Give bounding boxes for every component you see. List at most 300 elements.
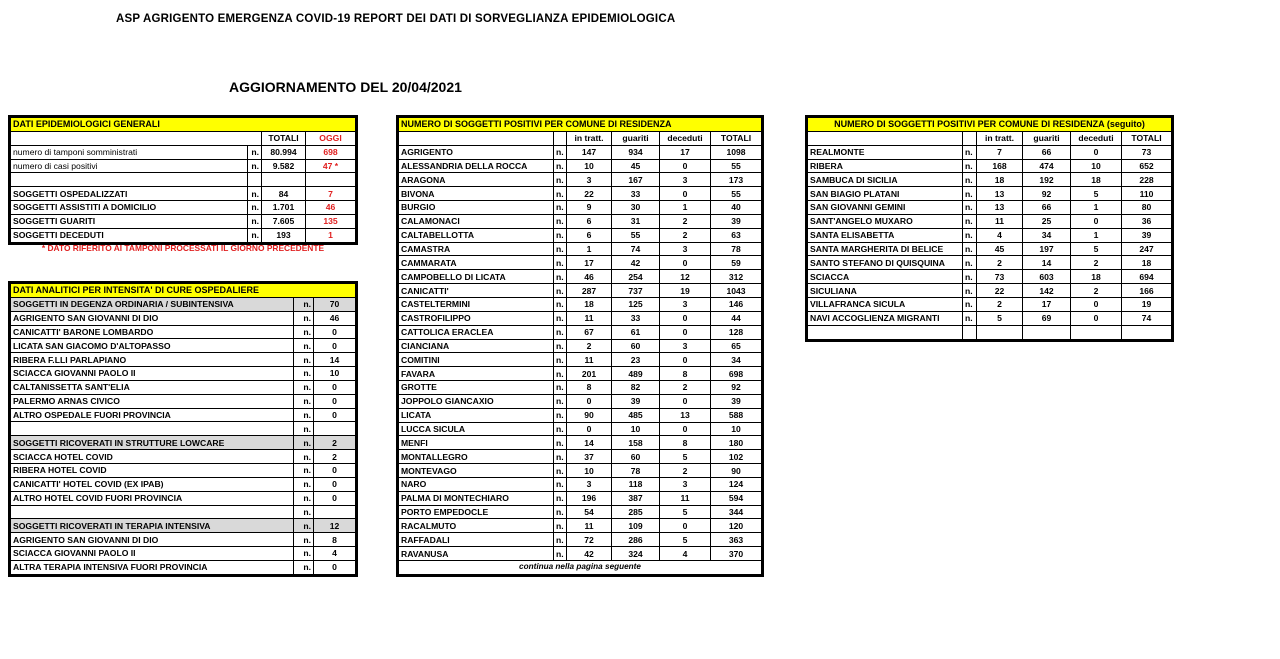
hospital-row-value: 0 [314,408,356,422]
comune-value: 2 [977,256,1023,270]
comune-value: 1 [1071,201,1122,215]
comune-value: 5 [660,450,711,464]
comune-value: 0 [660,353,711,367]
column-header: deceduti [660,131,711,145]
general-row-oggi: 1 [306,228,356,242]
comune-row [399,367,762,381]
comune-unit: n. [554,422,567,436]
comune-unit: n. [554,477,567,491]
comune-value: 167 [612,173,660,187]
general-row-totale: 80.994 [262,145,306,159]
comune-name: AGRIGENTO [399,145,554,159]
hospital-row-label: SOGGETTI RICOVERATI IN STRUTTURE LOWCARE [11,436,294,450]
comune-unit: n. [554,450,567,464]
comune-value: 0 [660,256,711,270]
comune-name: LUCCA SICULA [399,422,554,436]
comune-value: 73 [977,270,1023,284]
comune-row [808,173,1172,187]
comune-name: BIVONA [399,187,554,201]
comune-value: 0 [660,422,711,436]
comune-row [399,339,762,353]
general-note: * DATO RIFERITO AI TAMPONI PROCESSATI IL GIORNO PRECEDENTE [41,243,325,253]
comune-value: 34 [1023,228,1071,242]
comune-value: 73 [1122,145,1172,159]
column-header: guariti [612,131,660,145]
hospital-row-unit: n. [294,450,314,464]
comune-unit: n. [554,381,567,395]
comune-unit: n. [554,311,567,325]
hospital-row-unit: n. [294,408,314,422]
comune-unit: n. [554,201,567,215]
comune-name: NAVI ACCOGLIENZA MIGRANTI [808,311,963,325]
general-row [11,214,356,228]
comune-value: 1 [567,242,612,256]
comune-value: 5 [977,311,1023,325]
comune-name: CALTABELLOTTA [399,228,554,242]
comune-value: 0 [1071,214,1122,228]
comune-value: 1 [660,201,711,215]
comune-value: 287 [567,284,612,298]
hospital-group-row [11,519,356,533]
comune-name: CASTELTERMINI [399,297,554,311]
comune-row [399,159,762,173]
column-header: guariti [1023,131,1071,145]
comune-unit: n. [554,228,567,242]
comune-value: 59 [711,256,762,270]
comune-value: 0 [660,311,711,325]
comune-value: 5 [1071,242,1122,256]
comune-row [399,408,762,422]
hospital-row-label [11,422,294,436]
comune-value: 18 [567,297,612,311]
comune-value: 37 [567,450,612,464]
comune-unit: n. [554,284,567,298]
comune-value: 1 [1071,228,1122,242]
hospital-row-unit: n. [294,463,314,477]
comune-value: 2 [567,339,612,353]
comune-name: CAMPOBELLO DI LICATA [399,270,554,284]
general-row [11,228,356,242]
comune-value: 0 [660,519,711,533]
hospital-row-unit: n. [294,353,314,367]
hospital-row [11,367,356,381]
general-row-label: SOGGETTI DECEDUTI [11,228,248,242]
comune-row [808,256,1172,270]
general-row-totale: 7.605 [262,214,306,228]
hospital-row-unit: n. [294,491,314,505]
comune-value: 594 [711,491,762,505]
hospital-row-value: 10 [314,367,356,381]
comune-unit: n. [963,228,977,242]
comune-value: 45 [977,242,1023,256]
comune-value: 8 [567,381,612,395]
comune-value: 2 [1071,284,1122,298]
general-row [11,159,356,173]
comune-value: 0 [1071,311,1122,325]
comune-value: 39 [612,394,660,408]
comune-name: SAN GIOVANNI GEMINI [808,201,963,215]
comune-name: RAVANUSA [399,547,554,561]
comune-value: 363 [711,533,762,547]
comune-value: 1043 [711,284,762,298]
comune-row [399,491,762,505]
comune-value: 120 [711,519,762,533]
comune-value: 19 [1122,297,1172,311]
hospital-row-value: 4 [314,547,356,561]
comune-value: 18 [977,173,1023,187]
comune-value: 40 [711,201,762,215]
comune-name: JOPPOLO GIANCAXIO [399,394,554,408]
hospital-row-label: CANICATTI' BARONE LOMBARDO [11,325,294,339]
hospital-row [11,533,356,547]
comune-value: 13 [977,187,1023,201]
comune-value: 17 [1023,297,1071,311]
general-row-unit: n. [248,159,262,173]
comune-unit: n. [554,187,567,201]
comune-row [399,256,762,270]
comune-value: 5 [660,505,711,519]
comune-unit: n. [963,173,977,187]
comune-value: 30 [612,201,660,215]
comune-name: CATTOLICA ERACLEA [399,325,554,339]
hospital-row-label: RIBERA HOTEL COVID [11,463,294,477]
comune-value: 39 [1122,228,1172,242]
comune-unit: n. [963,159,977,173]
spacer-row [808,325,1172,339]
comune-name: REALMONTE [808,145,963,159]
hospital-row-value: 0 [314,325,356,339]
comune-value: 485 [612,408,660,422]
comune-name: PORTO EMPEDOCLE [399,505,554,519]
comune-value: 74 [1122,311,1172,325]
comune-value: 72 [567,533,612,547]
comune-name: LICATA [399,408,554,422]
hospital-row-value: 2 [314,436,356,450]
hospital-row-value: 0 [314,339,356,353]
comune-row [399,284,762,298]
hospital-row-unit: n. [294,297,314,311]
hospital-row-value: 2 [314,450,356,464]
comune-name: GROTTE [399,381,554,395]
general-row-oggi: 46 [306,201,356,215]
comune-name: MONTALLEGRO [399,450,554,464]
comune-value: 698 [711,367,762,381]
comune-name: CALAMONACI [399,214,554,228]
comune-value: 23 [612,353,660,367]
hospital-row-value: 0 [314,463,356,477]
general-row-label: SOGGETTI ASSISTITI A DOMICILIO [11,201,248,215]
comune-value: 192 [1023,173,1071,187]
comune-value: 228 [1122,173,1172,187]
comune-row [808,159,1172,173]
comune-name: SAN BIAGIO PLATANI [808,187,963,201]
comune-value: 0 [567,422,612,436]
comune-row [399,450,762,464]
hospital-row-unit: n. [294,505,314,519]
comune-unit: n. [554,464,567,478]
comune-value: 55 [711,187,762,201]
comune-value: 387 [612,491,660,505]
comune-value: 42 [567,547,612,561]
hospital-row-value: 46 [314,311,356,325]
comune-value: 82 [612,381,660,395]
comune-row [399,214,762,228]
hospital-row [11,408,356,422]
comune-value: 10 [1071,159,1122,173]
comune-unit: n. [554,256,567,270]
comune-value: 67 [567,325,612,339]
comune-value: 42 [612,256,660,270]
comune-value: 3 [660,173,711,187]
comune-value: 6 [567,228,612,242]
comune-value: 474 [1023,159,1071,173]
comune-value: 34 [711,353,762,367]
comune-row [399,228,762,242]
comune-value: 74 [612,242,660,256]
general-row-totale: 9.582 [262,159,306,173]
hospital-row-unit: n. [294,436,314,450]
hospital-row [11,325,356,339]
comune-value: 652 [1122,159,1172,173]
comune-unit: n. [963,311,977,325]
comune-value: 92 [711,381,762,395]
comune-row [808,284,1172,298]
comune-value: 4 [660,547,711,561]
comune-value: 78 [711,242,762,256]
comune-name: SCIACCA [808,270,963,284]
comune-unit: n. [554,159,567,173]
comune-value: 2 [660,214,711,228]
comune-value: 9 [567,201,612,215]
general-row [11,201,356,215]
comune-value: 80 [1122,201,1172,215]
comune-value: 10 [711,422,762,436]
comune-value: 0 [660,325,711,339]
comune-name: CAMMARATA [399,256,554,270]
comune-row [399,436,762,450]
comune-row [399,270,762,284]
hospital-row-unit: n. [294,339,314,353]
hospital-row [11,477,356,491]
hospital-row-unit: n. [294,519,314,533]
general-row-unit: n. [248,214,262,228]
comune-value: 55 [612,228,660,242]
comune-row [399,325,762,339]
comune-value: 17 [567,256,612,270]
comune-value: 90 [567,408,612,422]
hospital-row-unit: n. [294,311,314,325]
general-row-unit: n. [248,201,262,215]
comune-value: 3 [567,477,612,491]
comune-value: 125 [612,297,660,311]
hospital-data-table [8,281,358,577]
comune-unit: n. [554,214,567,228]
comune-value: 3 [660,477,711,491]
general-row-label: numero di casi positivi [11,159,248,173]
comune-value: 63 [711,228,762,242]
general-row-unit: n. [248,228,262,242]
comuni-footer: continua nella pagina seguente [399,561,762,575]
comune-name: MONTEVAGO [399,464,554,478]
comune-value: 39 [711,394,762,408]
hospital-row-label: CANICATTI' HOTEL COVID (EX IPAB) [11,477,294,491]
col-oggi: OGGI [306,131,356,145]
hospital-row-unit: n. [294,325,314,339]
comune-value: 124 [711,477,762,491]
comune-value: 5 [1071,187,1122,201]
comune-unit: n. [554,547,567,561]
comune-value: 285 [612,505,660,519]
comune-value: 11 [567,311,612,325]
comune-name: CAMASTRA [399,242,554,256]
comune-row [808,201,1172,215]
comune-value: 22 [567,187,612,201]
comune-unit: n. [554,145,567,159]
comune-value: 39 [711,214,762,228]
comune-row [399,422,762,436]
hospital-row-value: 0 [314,394,356,408]
comune-row [399,201,762,215]
comune-value: 102 [711,450,762,464]
comune-value: 25 [1023,214,1071,228]
hospital-row-value [314,422,356,436]
hospital-row-label: AGRIGENTO SAN GIOVANNI DI DIO [11,311,294,325]
comune-name: SANTA MARGHERITA DI BELICE [808,242,963,256]
hospital-row-value: 0 [314,560,356,574]
comune-value: 146 [711,297,762,311]
comune-unit: n. [554,339,567,353]
comune-row [808,145,1172,159]
hospital-row-label [11,505,294,519]
comune-unit: n. [963,242,977,256]
hospital-row-unit: n. [294,547,314,561]
hospital-row-value: 14 [314,353,356,367]
comune-unit: n. [963,187,977,201]
comune-value: 2 [977,297,1023,311]
comune-unit: n. [554,242,567,256]
column-header: TOTALI [1122,131,1172,145]
comune-value: 5 [660,533,711,547]
column-header: in tratt. [567,131,612,145]
hospital-row-label: AGRIGENTO SAN GIOVANNI DI DIO [11,533,294,547]
comune-value: 0 [567,394,612,408]
comune-unit: n. [554,173,567,187]
general-row-unit: n. [248,187,262,201]
hospital-row-unit: n. [294,367,314,381]
comune-row [399,533,762,547]
comune-row [399,394,762,408]
general-row-oggi: 698 [306,145,356,159]
hospital-row-value: 0 [314,477,356,491]
hospital-row-label: SCIACCA GIOVANNI PAOLO II [11,367,294,381]
hospital-row-value: 0 [314,491,356,505]
general-row-label: SOGGETTI OSPEDALIZZATI [11,187,248,201]
hospital-row-value [314,505,356,519]
hospital-row-value: 12 [314,519,356,533]
comune-value: 33 [612,311,660,325]
comune-unit: n. [554,519,567,533]
hospital-row [11,339,356,353]
comune-unit: n. [554,505,567,519]
comune-name: VILLAFRANCA SICULA [808,297,963,311]
comune-value: 31 [612,214,660,228]
comune-row [399,173,762,187]
comune-value: 14 [1023,256,1071,270]
general-row-totale: 193 [262,228,306,242]
hospital-row [11,547,356,561]
general-row-totale: 1.701 [262,201,306,215]
general-row-label: numero di tamponi somministrati [11,145,248,159]
comune-value: 11 [660,491,711,505]
comune-row [399,297,762,311]
comune-value: 10 [567,159,612,173]
hospital-row-unit: n. [294,422,314,436]
comune-value: 78 [612,464,660,478]
comune-value: 588 [711,408,762,422]
comune-value: 2 [660,464,711,478]
comuni-title: NUMERO DI SOGGETTI POSITIVI PER COMUNE DI RESIDENZA [399,118,762,132]
hospital-row-label: ALTRO HOTEL COVID FUORI PROVINCIA [11,491,294,505]
general-row-oggi: 135 [306,214,356,228]
general-row-unit: n. [248,145,262,159]
hospital-row-label: PALERMO ARNAS CIVICO [11,394,294,408]
comune-value: 69 [1023,311,1071,325]
comune-value: 10 [612,422,660,436]
comune-unit: n. [554,325,567,339]
report-title: ASP AGRIGENTO EMERGENZA COVID-19 REPORT DEI DATI DI SORVEGLIANZA EPIDEMIOLOGICA [116,13,676,25]
comune-name: NARO [399,477,554,491]
comune-value: 694 [1122,270,1172,284]
comune-name: PALMA DI MONTECHIARO [399,491,554,505]
comune-value: 3 [660,297,711,311]
comune-value: 90 [711,464,762,478]
spacer-row [11,173,356,187]
hospital-row-label: SOGGETTI RICOVERATI IN TERAPIA INTENSIVA [11,519,294,533]
comune-value: 180 [711,436,762,450]
comune-name: CASTROFILIPPO [399,311,554,325]
hospital-row-unit: n. [294,394,314,408]
comune-row [399,145,762,159]
comune-value: 11 [567,519,612,533]
hospital-row-label: LICATA SAN GIACOMO D'ALTOPASSO [11,339,294,353]
comune-value: 60 [612,450,660,464]
comune-value: 197 [1023,242,1071,256]
comune-value: 45 [612,159,660,173]
comune-unit: n. [963,297,977,311]
comune-value: 60 [612,339,660,353]
comune-row [399,353,762,367]
comune-value: 2 [660,228,711,242]
comune-row [808,270,1172,284]
comune-value: 158 [612,436,660,450]
comune-name: SANTO STEFANO DI QUISQUINA [808,256,963,270]
hospital-row [11,422,356,436]
comune-value: 18 [1122,256,1172,270]
comune-value: 44 [711,311,762,325]
comune-value: 4 [977,228,1023,242]
comune-unit: n. [554,533,567,547]
hospital-row [11,560,356,574]
general-row-label: SOGGETTI GUARITI [11,214,248,228]
comune-name: CANICATTI' [399,284,554,298]
comune-value: 737 [612,284,660,298]
comune-value: 0 [1071,145,1122,159]
comune-value: 0 [660,394,711,408]
comune-value: 55 [711,159,762,173]
hospital-row-label: ALTRA TERAPIA INTENSIVA FUORI PROVINCIA [11,560,294,574]
comune-value: 312 [711,270,762,284]
comune-value: 18 [1071,173,1122,187]
